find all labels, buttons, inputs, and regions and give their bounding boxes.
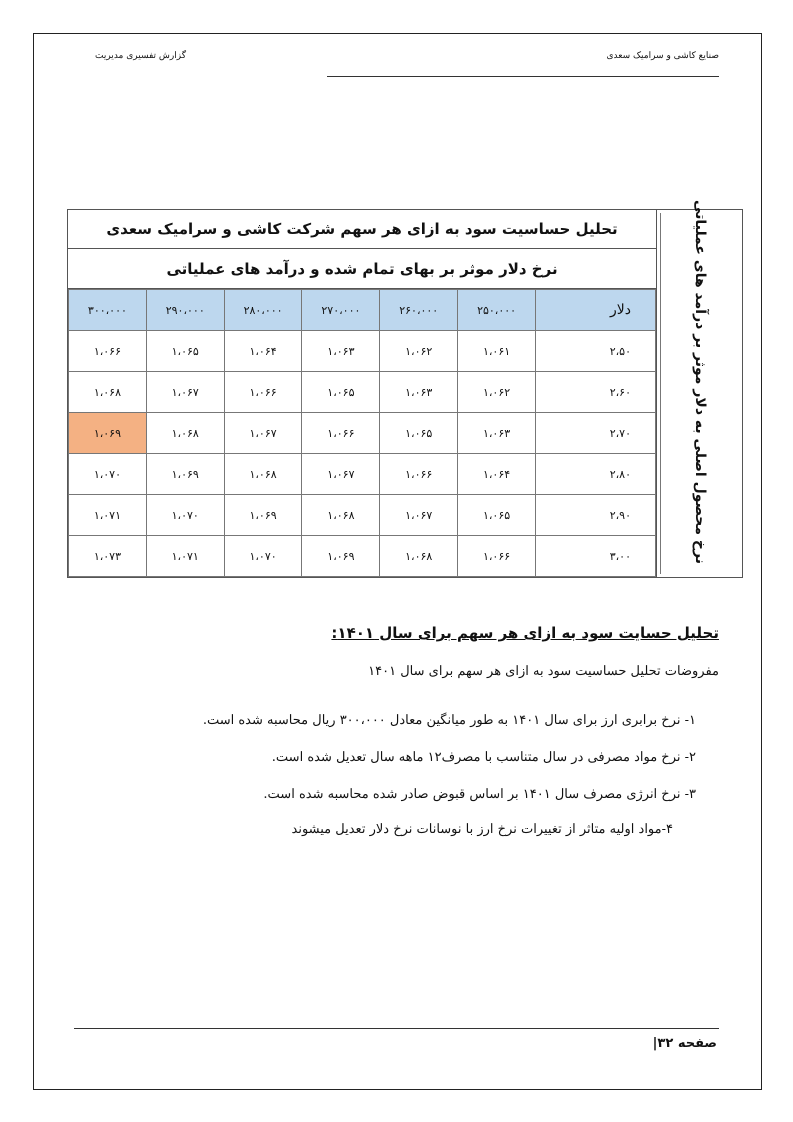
value-cell: ۱،۰۶۹ (224, 495, 302, 536)
table-row (69, 454, 656, 495)
value-cell: ۱،۰۶۲ (380, 331, 458, 372)
value-cell: ۱،۰۶۸ (146, 413, 224, 454)
value-cell: ۱،۰۶۴ (224, 331, 302, 372)
value-cell: ۱،۰۶۲ (458, 372, 536, 413)
value-cell: ۱،۰۶۳ (458, 413, 536, 454)
value-cell: ۱،۰۶۸ (302, 495, 380, 536)
value-cell: ۱،۰۶۷ (146, 372, 224, 413)
table-row (69, 495, 656, 536)
assumption-item: ۴-مواد اولیه متاثر از تغییرات نرخ ارز با نوسانات نرخ دلار تعدیل میشوند (291, 822, 673, 837)
corner-label: دلار (536, 290, 656, 331)
table-row (69, 372, 656, 413)
value-cell: ۱،۰۶۹ (302, 536, 380, 577)
value-cell: ۱،۰۶۴ (458, 454, 536, 495)
column-header: ۲۷۰،۰۰۰ (302, 290, 380, 331)
footer-divider (74, 1028, 719, 1029)
column-header: ۲۵۰،۰۰۰ (458, 290, 536, 331)
section-heading: تحلیل حسایت سود به ازای هر سهم برای سال ۱۴۰۱: (331, 624, 719, 642)
row-label: ۲،۸۰ (536, 454, 656, 495)
value-cell: ۱،۰۶۹ (146, 454, 224, 495)
header-company: صنایع کاشی و سرامیک سعدی (606, 51, 719, 61)
row-label: ۲،۵۰ (536, 331, 656, 372)
section-intro: مفروضات تحلیل حساسیت سود به ازای هر سهم برای سال ۱۴۰۱ (368, 664, 719, 679)
assumption-item: ۳- نرخ انرژی مصرف سال ۱۴۰۱ بر اساس قبوض صادر شده محاسبه شده است. (263, 787, 696, 802)
side-label-inner (660, 199, 739, 574)
value-cell: ۱،۰۷۰ (224, 536, 302, 577)
table-grid (68, 289, 656, 577)
table-subtitle: نرخ دلار موثر بر بهای تمام شده و درآمد های عملیاتی (68, 249, 656, 289)
value-cell: ۱،۰۶۶ (224, 372, 302, 413)
value-cell: ۱،۰۷۱ (69, 495, 147, 536)
value-cell: ۱،۰۷۱ (146, 536, 224, 577)
row-label: ۲،۷۰ (536, 413, 656, 454)
value-cell: ۱،۰۶۵ (302, 372, 380, 413)
value-cell: ۱،۰۶۱ (458, 331, 536, 372)
side-label: نرخ محصول اصلی به دلار موثر بر درآمد های عملیاتی (692, 199, 708, 564)
value-cell: ۱،۰۷۰ (146, 495, 224, 536)
assumption-item: ۲- نرخ مواد مصرفی در سال متناسب با مصرف۱۲ ماهه سال تعدیل شده است. (271, 750, 696, 765)
value-cell: ۱،۰۶۶ (380, 454, 458, 495)
column-header: ۲۸۰،۰۰۰ (224, 290, 302, 331)
sensitivity-table (67, 199, 743, 578)
column-header: ۲۶۰،۰۰۰ (380, 290, 458, 331)
value-cell: ۱،۰۶۳ (380, 372, 458, 413)
value-cell: ۱،۰۶۵ (146, 331, 224, 372)
row-label: ۲،۶۰ (536, 372, 656, 413)
table-main (68, 210, 656, 577)
header-report-title: گزارش تفسیری مدیریت (95, 51, 186, 61)
header-row (69, 290, 656, 331)
value-cell: ۱،۰۶۷ (380, 495, 458, 536)
value-cell: ۱،۰۶۳ (302, 331, 380, 372)
side-label-cell (656, 199, 742, 577)
table-row (69, 536, 656, 577)
value-cell: ۱،۰۶۵ (380, 413, 458, 454)
table-title: تحلیل حساسیت سود به ازای هر سهم شرکت کاشی و سرامیک سعدی (68, 210, 656, 249)
value-cell: ۱،۰۶۶ (69, 331, 147, 372)
value-cell: ۱،۰۶۶ (458, 536, 536, 577)
value-cell: ۱،۰۶۷ (224, 413, 302, 454)
value-cell: ۱،۰۶۶ (302, 413, 380, 454)
header-divider (327, 76, 719, 77)
row-label: ۲،۹۰ (536, 495, 656, 536)
assumption-item: ۱- نرخ برابری ارز برای سال ۱۴۰۱ به طور میانگین معادل ۳۰۰،۰۰۰ ریال محاسبه شده است. (202, 713, 696, 728)
value-cell: ۱،۰۶۷ (302, 454, 380, 495)
row-label: ۳،۰۰ (536, 536, 656, 577)
value-cell: ۱،۰۶۸ (380, 536, 458, 577)
value-cell: ۱،۰۶۹ (69, 413, 147, 454)
value-cell: ۱،۰۶۵ (458, 495, 536, 536)
table-row (69, 413, 656, 454)
column-header: ۳۰۰،۰۰۰ (69, 290, 147, 331)
value-cell: ۱،۰۶۸ (224, 454, 302, 495)
value-cell: ۱،۰۶۸ (69, 372, 147, 413)
column-header: ۲۹۰،۰۰۰ (146, 290, 224, 331)
value-cell: ۱،۰۷۰ (69, 454, 147, 495)
value-cell: ۱،۰۷۳ (69, 536, 147, 577)
page-number: صفحه ۳۲| (652, 1036, 717, 1051)
table-row (69, 331, 656, 372)
